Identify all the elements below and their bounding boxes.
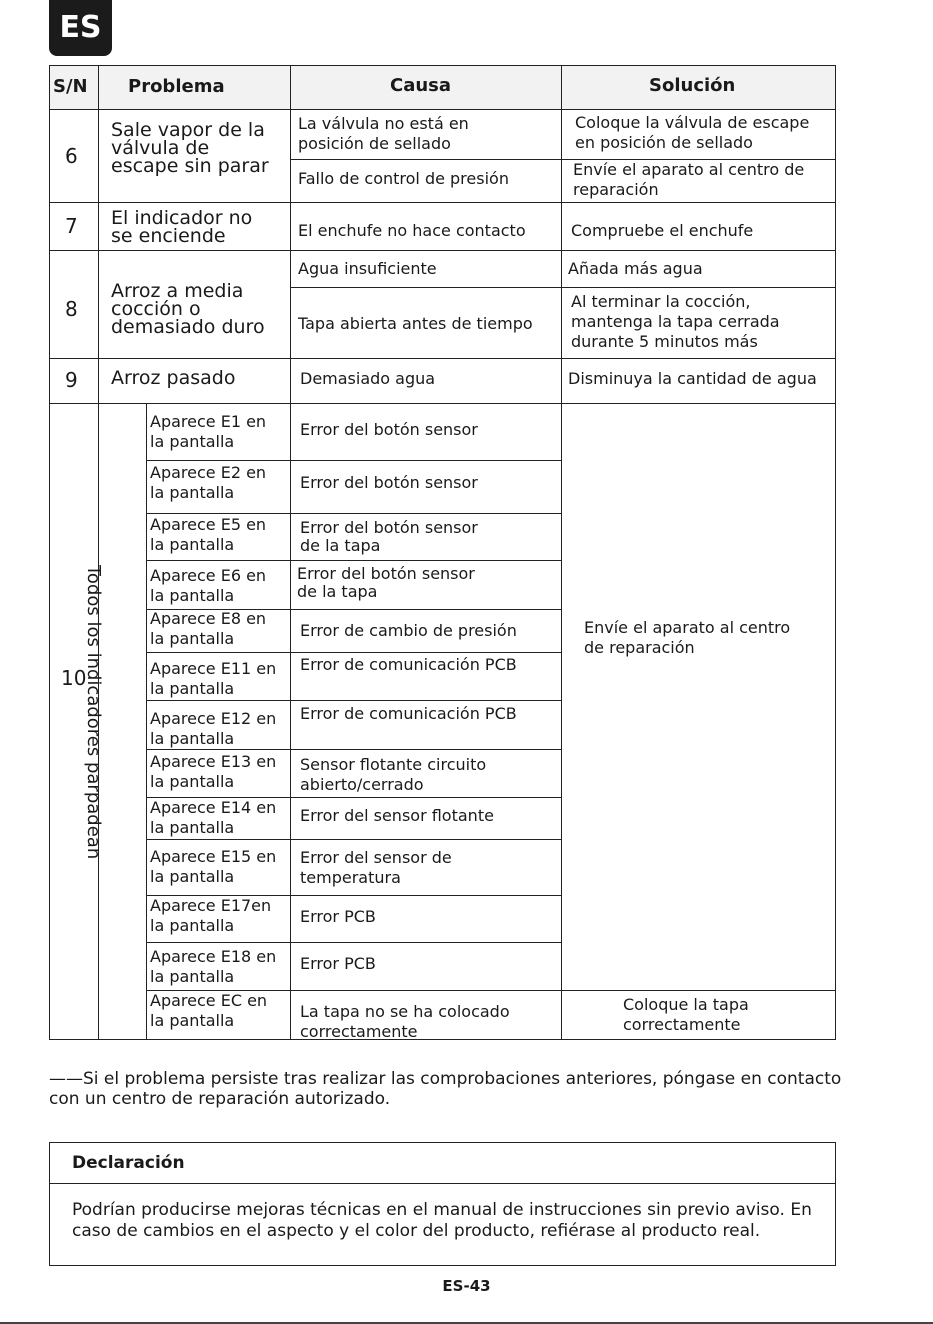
page-number: ES-43 [442, 1277, 491, 1295]
error-code-e6-line2: la pantalla [150, 586, 235, 605]
solution-6b-line1: Envíe el aparato al centro de [573, 160, 805, 179]
declaration-box [49, 1142, 836, 1266]
problem-8-line2: cocción o [111, 298, 201, 320]
error-code-ec-line1: Aparece EC en [150, 991, 268, 1010]
error-code-e12-line1: Aparece E12 en [150, 709, 277, 728]
solution-10-line2: de reparación [584, 638, 695, 657]
error-cause-e18: Error PCB [300, 954, 376, 973]
troubleshooting-table [49, 65, 836, 1040]
solution-8b-line3: durante 5 minutos más [571, 332, 758, 351]
error-cause-e13-line1: Sensor flotante circuito [300, 755, 487, 774]
solution-ec-line2: correctamente [623, 1015, 741, 1034]
error-code-e1-line1: Aparece E1 en [150, 412, 267, 431]
error-code-e14-line1: Aparece E14 en [150, 798, 277, 817]
error-code-e17-line2: la pantalla [150, 916, 235, 935]
error-code-e8-line1: Aparece E8 en [150, 609, 267, 628]
problem-8-line1: Arroz a media [111, 280, 244, 302]
solution-8b-line2: mantenga la tapa cerrada [571, 312, 780, 331]
error-code-e2-line1: Aparece E2 en [150, 463, 267, 482]
error-code-e18-line1: Aparece E18 en [150, 947, 277, 966]
problem-6-line3: escape sin parar [111, 155, 269, 177]
support-note: ——Si el problema persiste tras realizar las comprobaciones anteriores, póngase en contacto con un centro de reparación autorizado. [49, 1069, 842, 1109]
error-code-e8-line2: la pantalla [150, 629, 235, 648]
header-problem: Problema [128, 76, 225, 97]
problem-6-line2: válvula de [111, 137, 210, 159]
error-cause-e15-line1: Error del sensor de [300, 848, 452, 867]
problem-6-line1: Sale vapor de la [111, 119, 265, 141]
error-cause-e1: Error del botón sensor [300, 420, 478, 439]
error-cause-e5-line1: Error del botón sensor [300, 518, 478, 537]
error-code-e5-line2: la pantalla [150, 535, 235, 554]
problem-9: Arroz pasado [111, 367, 236, 389]
error-cause-e11: Error de comunicación PCB [300, 655, 517, 674]
error-code-e11-line1: Aparece E11 en [150, 659, 277, 678]
error-cause-e12: Error de comunicación PCB [300, 704, 517, 723]
sn-6: 6 [65, 144, 78, 168]
solution-7: Compruebe el enchufe [571, 221, 754, 240]
error-code-e15-line1: Aparece E15 en [150, 847, 277, 866]
error-code-e15-line2: la pantalla [150, 867, 235, 886]
sn-9: 9 [65, 368, 78, 392]
error-cause-ec-line2: correctamente [300, 1022, 418, 1041]
error-code-e2-line2: la pantalla [150, 483, 235, 502]
header-sn: S/N [53, 76, 88, 97]
solution-6b-line2: reparación [573, 180, 659, 199]
cause-8a: Agua insuficiente [298, 259, 437, 278]
error-cause-e6-line1: Error del botón sensor [297, 564, 475, 583]
error-code-e17-line1: Aparece E17en [150, 896, 272, 915]
error-cause-e8: Error de cambio de presión [300, 621, 517, 640]
problem-8-line3: demasiado duro [111, 316, 265, 338]
sn-7: 7 [65, 214, 78, 238]
error-code-e13-line2: la pantalla [150, 772, 235, 791]
solution-8b-line1: Al terminar la cocción, [571, 292, 751, 311]
error-code-e13-line1: Aparece E13 en [150, 752, 277, 771]
error-cause-e6-line2: de la tapa [297, 582, 378, 601]
error-code-e11-line2: la pantalla [150, 679, 235, 698]
error-code-ec-line2: la pantalla [150, 1011, 235, 1030]
solution-6a-line1: Coloque la válvula de escape [575, 113, 810, 132]
header-cause: Causa [390, 75, 452, 96]
declaration-body: Podrían producirse mejoras técnicas en el manual de instrucciones sin previo aviso. En caso de cambios en el aspecto y el color del producto, refiérase al producto real. [72, 1200, 812, 1241]
solution-6a-line2: en posición de sellado [575, 133, 753, 152]
header-solution: Solución [649, 75, 736, 96]
cause-8b: Tapa abierta antes de tiempo [298, 314, 533, 333]
error-cause-ec-line1: La tapa no se ha colocado [300, 1002, 510, 1021]
solution-9: Disminuya la cantidad de agua [568, 369, 817, 388]
problem-7-line2: se enciende [111, 225, 226, 247]
error-code-e18-line2: la pantalla [150, 967, 235, 986]
declaration-title: Declaración [72, 1153, 185, 1173]
cause-9: Demasiado agua [300, 369, 436, 388]
cause-6a-line2: posición de sellado [298, 134, 451, 153]
error-cause-e15-line2: temperatura [300, 868, 401, 887]
error-code-e5-line1: Aparece E5 en [150, 515, 267, 534]
error-cause-e17: Error PCB [300, 907, 376, 926]
error-cause-e13-line2: abierto/cerrado [300, 775, 424, 794]
error-code-e14-line2: la pantalla [150, 818, 235, 837]
problem-7-line1: El indicador no [111, 207, 253, 229]
sn-10: 10 [61, 666, 87, 690]
solution-8a: Añada más agua [568, 259, 703, 278]
cause-6b: Fallo de control de presión [298, 169, 509, 188]
cause-7: El enchufe no hace contacto [298, 221, 526, 240]
declaration-divider [50, 1183, 835, 1184]
table-border [49, 65, 836, 1040]
solution-ec-line1: Coloque la tapa [623, 995, 749, 1014]
error-code-e12-line2: la pantalla [150, 729, 235, 748]
error-cause-e2: Error del botón sensor [300, 473, 478, 492]
indicators-group-label: Todos los indicadores parpadean [83, 565, 104, 860]
solution-10-line1: Envíe el aparato al centro [584, 618, 791, 637]
cause-6a-line1: La válvula no está en [298, 114, 469, 133]
sn-8: 8 [65, 297, 78, 321]
language-badge: ES [49, 0, 112, 56]
error-code-e1-line2: la pantalla [150, 432, 235, 451]
error-cause-e5-line2: de la tapa [300, 536, 381, 555]
error-cause-e14: Error del sensor flotante [300, 806, 494, 825]
error-code-e6-line1: Aparece E6 en [150, 566, 267, 585]
